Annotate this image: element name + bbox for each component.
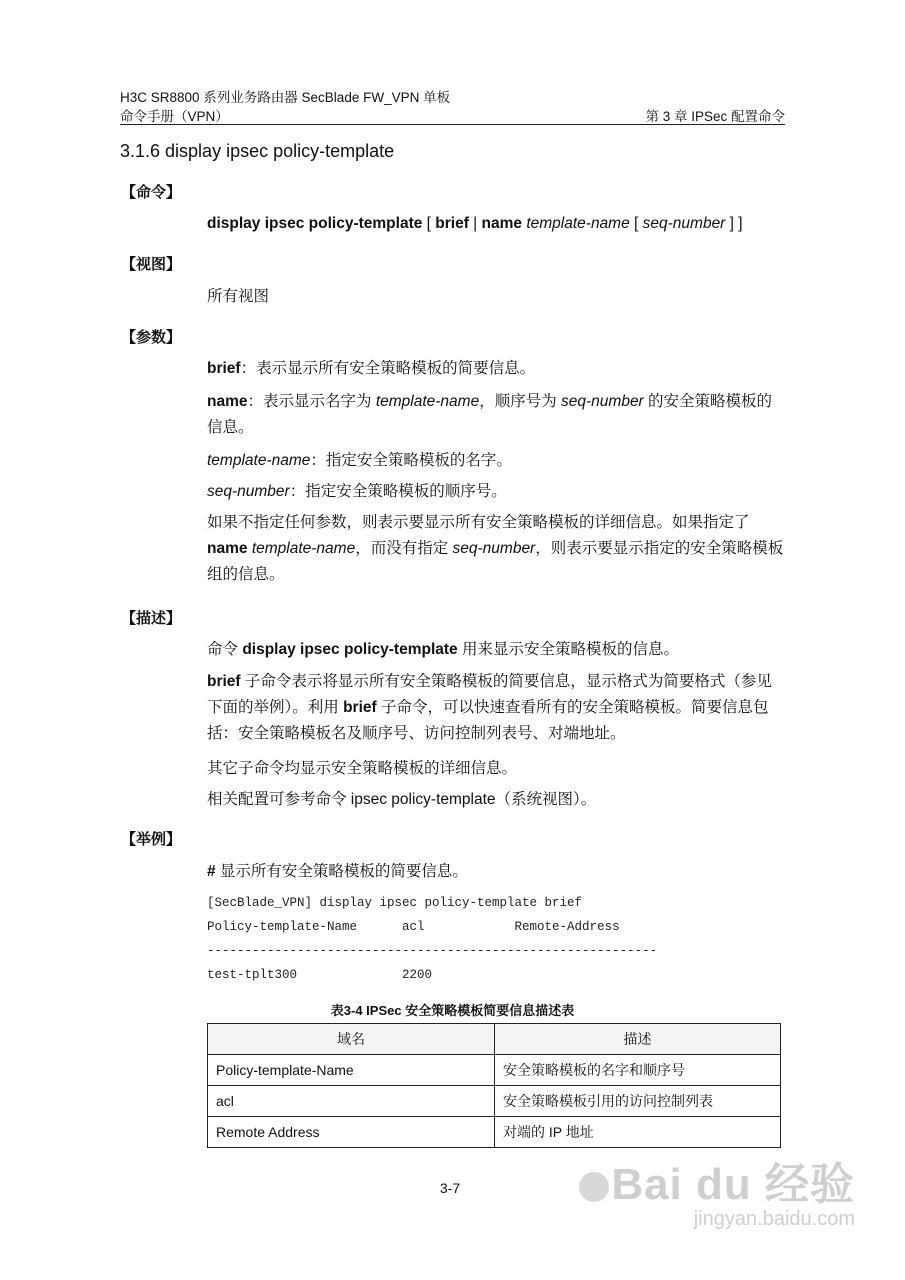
label-example: 【举例】 (121, 831, 182, 848)
desc-3: 其它子命令均显示安全策略模板的详细信息。 (207, 760, 518, 777)
param-brief-text: ：表示显示所有安全策略模板的简要信息。 (240, 360, 536, 377)
cmd-bracket2: [ (629, 215, 643, 232)
code-line-1: [SecBlade_VPN] display ipsec policy-template brief (207, 896, 583, 910)
info-table (207, 1023, 781, 1148)
table-cell: 安全策略模板的名字和顺序号 (495, 1055, 781, 1086)
param-tn-text: ：指定安全策略模板的名字。 (310, 452, 512, 469)
table-header-desc: 描述 (495, 1024, 781, 1055)
param-brief-kw: brief (207, 360, 241, 377)
header-manual-title: 命令手册（VPN） (120, 109, 229, 124)
example-intro-text: 显示所有安全策略模板的简要信息。 (215, 863, 468, 880)
watermark-url: jingyan.baidu.com (693, 1208, 855, 1230)
table-header-field: 域名 (208, 1024, 495, 1055)
label-view: 【视图】 (121, 256, 182, 273)
param-name-kw: name (207, 393, 248, 410)
table-caption: 表3-4 IPSec 安全策略模板简要信息描述表 (330, 1003, 575, 1018)
param-name (207, 389, 787, 441)
page-number: 3-7 (439, 1180, 461, 1196)
param-name-t2: ，顺序号为 (479, 393, 562, 410)
paw-icon (579, 1172, 609, 1202)
header-rule (120, 124, 785, 125)
table-cell: Remote Address (208, 1117, 495, 1148)
desc2-t1: 子命令表示将显示所有安全策略模板的简要信息，显示格式为简要格式（参见下面的举例）。利用 (207, 673, 772, 716)
header-chapter-title: 第 3 章 IPSec 配置命令 (645, 109, 785, 124)
note-t1: 如果不指定任何参数，则表示要显示所有安全策略模板的详细信息。如果指定了 (207, 514, 750, 531)
label-params: 【参数】 (121, 329, 182, 346)
cmd-seq-number: seq-number (642, 215, 726, 232)
code-line-2: Policy-template-Name acl Remote-Address (207, 920, 620, 934)
note-b1: name (207, 540, 248, 557)
code-line-4: test-tplt300 2200 (207, 968, 433, 982)
desc1-b: display ipsec policy-template (242, 641, 458, 658)
desc1-t2: 用来显示安全策略模板的信息。 (457, 641, 679, 658)
table-row (208, 1117, 781, 1148)
cmd-bracket: [ (422, 215, 436, 232)
param-name-i2: seq-number (561, 393, 644, 410)
desc-1 (207, 637, 787, 663)
example-intro (207, 859, 787, 885)
watermark-logo-text: Bai du 经验 (611, 1160, 855, 1209)
example-hash: # (207, 863, 216, 880)
label-description: 【描述】 (121, 610, 182, 627)
desc1-t1: 命令 (207, 641, 243, 658)
cmd-brief: brief (435, 215, 469, 232)
param-sn-kw: seq-number (207, 483, 290, 500)
param-tn-kw: template-name (207, 452, 311, 469)
view-text: 所有视图 (207, 288, 270, 305)
desc2-t2: 子命令，可以快速查看所有的安全策略模板。简要信息包括：安全策略模板名及顺序号、访问控制列表号、对端地址。 (207, 699, 769, 742)
param-brief (207, 356, 787, 382)
watermark (577, 1148, 855, 1231)
cmd-template-name: template-name (526, 215, 630, 232)
param-template-name (207, 448, 787, 474)
desc-4: 相关配置可参考命令 ipsec policy-template（系统视图）。 (207, 791, 597, 808)
param-name-i1: template-name (375, 393, 480, 410)
param-seq-number (207, 479, 787, 505)
desc2-b2: brief (343, 699, 377, 716)
watermark-logo (577, 1148, 855, 1212)
desc2-b: brief (207, 673, 241, 690)
table-row (208, 1055, 781, 1086)
table-cell: 对端的 IP 地址 (495, 1117, 781, 1148)
table-header-row (208, 1024, 781, 1055)
table-cell: 安全策略模板引用的访问控制列表 (495, 1086, 781, 1117)
header-product-title: H3C SR8800 系列业务路由器 SecBlade FW_VPN 单板 (120, 90, 451, 105)
note-t4: ，则表示要显示指定的安全策略模板组的信息。 (207, 540, 784, 583)
cmd-close: ] ] (725, 215, 743, 232)
desc-2 (207, 669, 787, 747)
note-i2: seq-number (452, 540, 536, 557)
cmd-keyword: display ipsec policy-template (207, 215, 423, 232)
param-name-t1: ：表示显示名字为 (247, 393, 376, 410)
note-t3: ，而没有指定 (355, 540, 453, 557)
code-line-3: ------------------------------------------------------------ (207, 944, 658, 958)
cmd-name: name (481, 215, 523, 232)
cmd-pipe: | (468, 215, 482, 232)
param-sn-text: ：指定安全策略模板的顺序号。 (289, 483, 507, 500)
param-note (207, 510, 787, 588)
label-command: 【命令】 (121, 184, 182, 201)
table-row (208, 1086, 781, 1117)
note-i1: template-name (251, 540, 356, 557)
section-title: 3.1.6 display ipsec policy-template (120, 141, 395, 161)
table-cell: Policy-template-Name (208, 1055, 495, 1086)
table-cell: acl (208, 1086, 495, 1117)
command-syntax (207, 211, 787, 237)
param-name-t3: 的安全策略模板的信息。 (207, 393, 773, 436)
